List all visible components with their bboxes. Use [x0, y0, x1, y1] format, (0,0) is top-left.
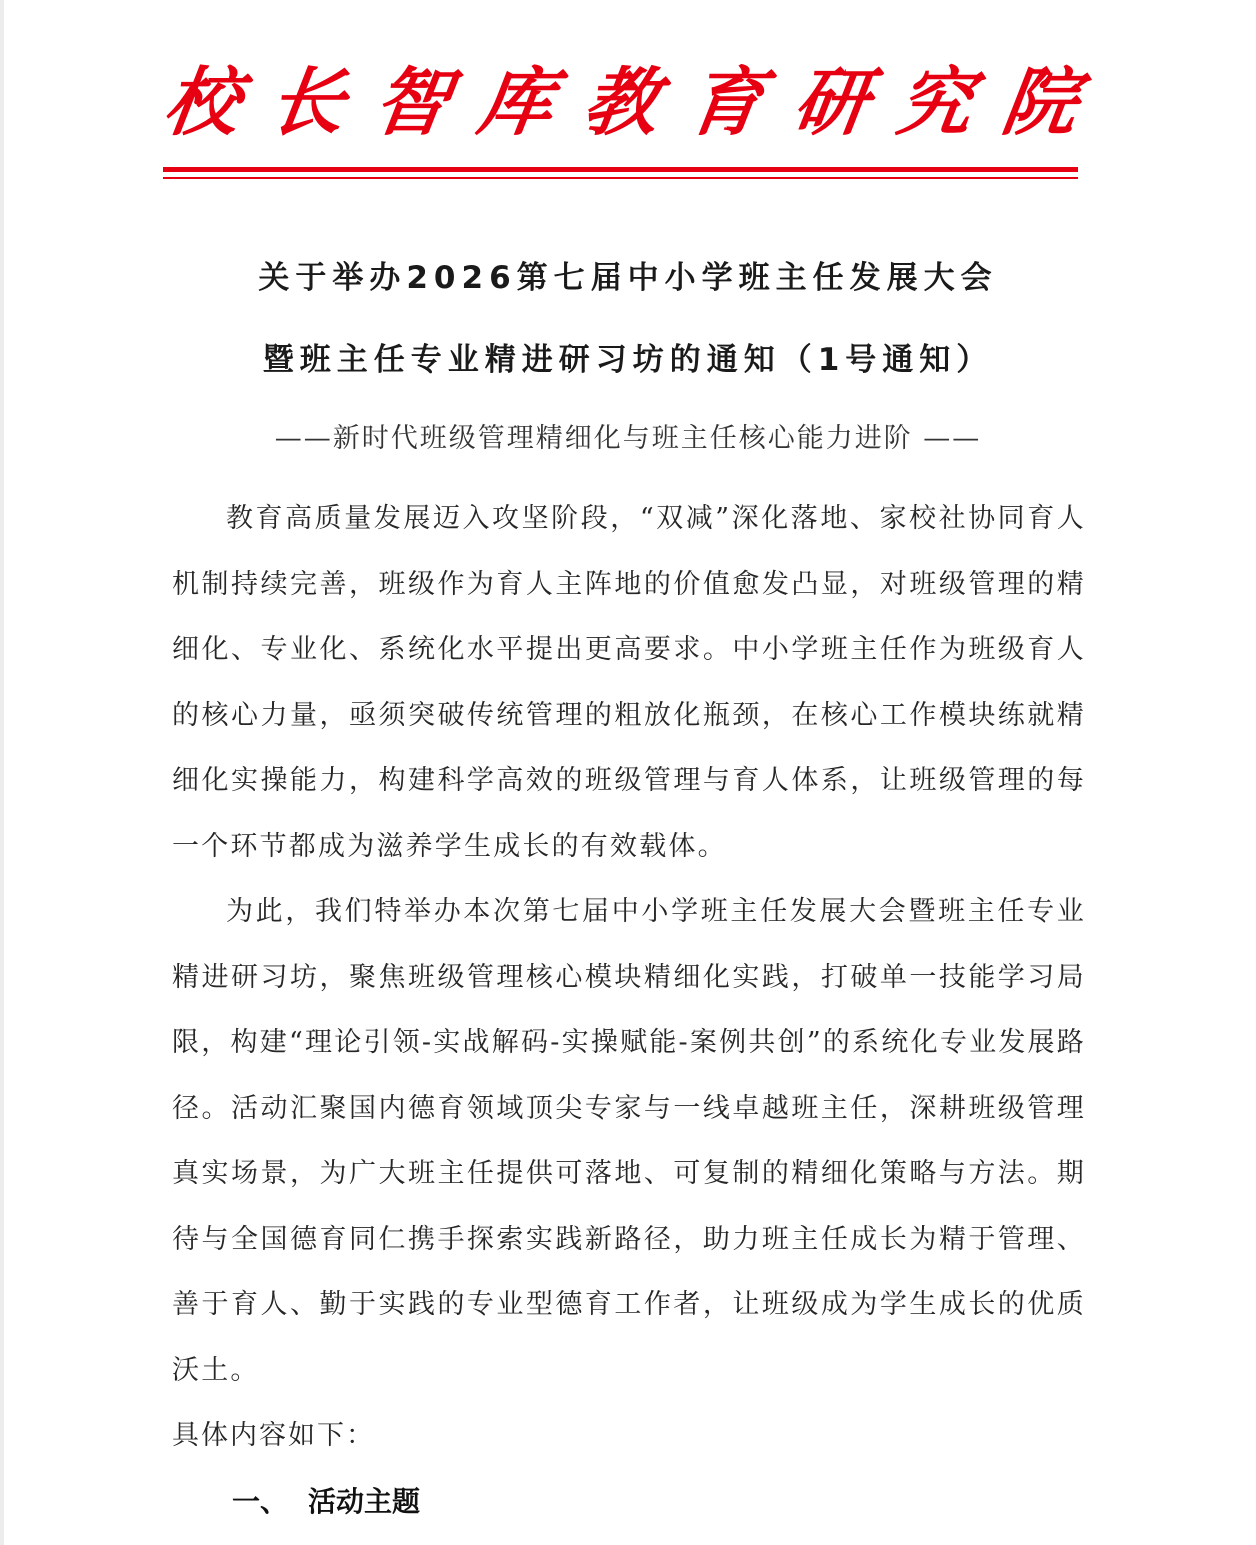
letterhead-char: 究 [892, 60, 979, 146]
letterhead-char: 长 [263, 60, 350, 146]
letterhead-char: 教 [577, 60, 665, 146]
body-lead-line: 具体内容如下： [172, 1420, 375, 1451]
notice-title-line1: 关于举办2026第七届中小学班主任发展大会 [258, 260, 998, 296]
letterhead-rule-thin [163, 177, 1078, 179]
letterhead-char: 育 [682, 60, 769, 146]
page-edge-shadow [0, 0, 4, 1545]
section-number: 一、 [232, 1484, 289, 1518]
letterhead-title [158, 48, 1084, 158]
letterhead-char: 校 [158, 60, 246, 146]
notice-body [172, 486, 1086, 1534]
letterhead-char: 院 [996, 60, 1084, 146]
body-paragraph: 为此，我们特举办本次第七届中小学班主任发展大会暨班主任专业精进研习坊，聚焦班级管理核心模块精细化实践，打破单一技能学习局限，构建“理论引领-实战解码-实操赋能-案例共创”的系统化专业发展路径。活动汇聚国内德育领域顶尖专家与一线卓越班主任，深耕班级管理真实场景，为广大班主任提供可落地、可复制的精细化策略与方法。期待与全国德育同仁携手探索实践新路径，助力班主任成长为精于管理、善于育人、勤于实践的专业型德育工作者，让班级成为学生成长的优质沃土。 [172, 896, 1086, 1386]
letterhead-char: 库 [473, 60, 560, 146]
section-title: 活动主题 [308, 1484, 421, 1518]
notice-subtitle: ——新时代班级管理精细化与班主任核心能力进阶 —— [274, 423, 982, 454]
section-heading [172, 1469, 1086, 1535]
body-paragraph: 教育高质量发展迈入攻坚阶段，“双减”深化落地、家校社协同育人机制持续完善，班级作为育人主阵地的价值愈发凸显，对班级管理的精细化、专业化、系统化水平提出更高要求。中小学班主任作为班级育人的核心力量，亟须突破传统管理的粗放化瓶颈，在核心工作模块练就精细化实操能力，构建科学高效的班级管理与育人体系，让班级管理的每一个环节都成为滋养学生成长的有效载体。 [172, 503, 1086, 862]
letterhead-char: 智 [368, 60, 455, 146]
letterhead-char: 研 [787, 60, 874, 146]
letterhead-rule-thick [163, 167, 1078, 172]
notice-title-line2: 暨班主任专业精进研习坊的通知（1号通知） [262, 342, 994, 378]
